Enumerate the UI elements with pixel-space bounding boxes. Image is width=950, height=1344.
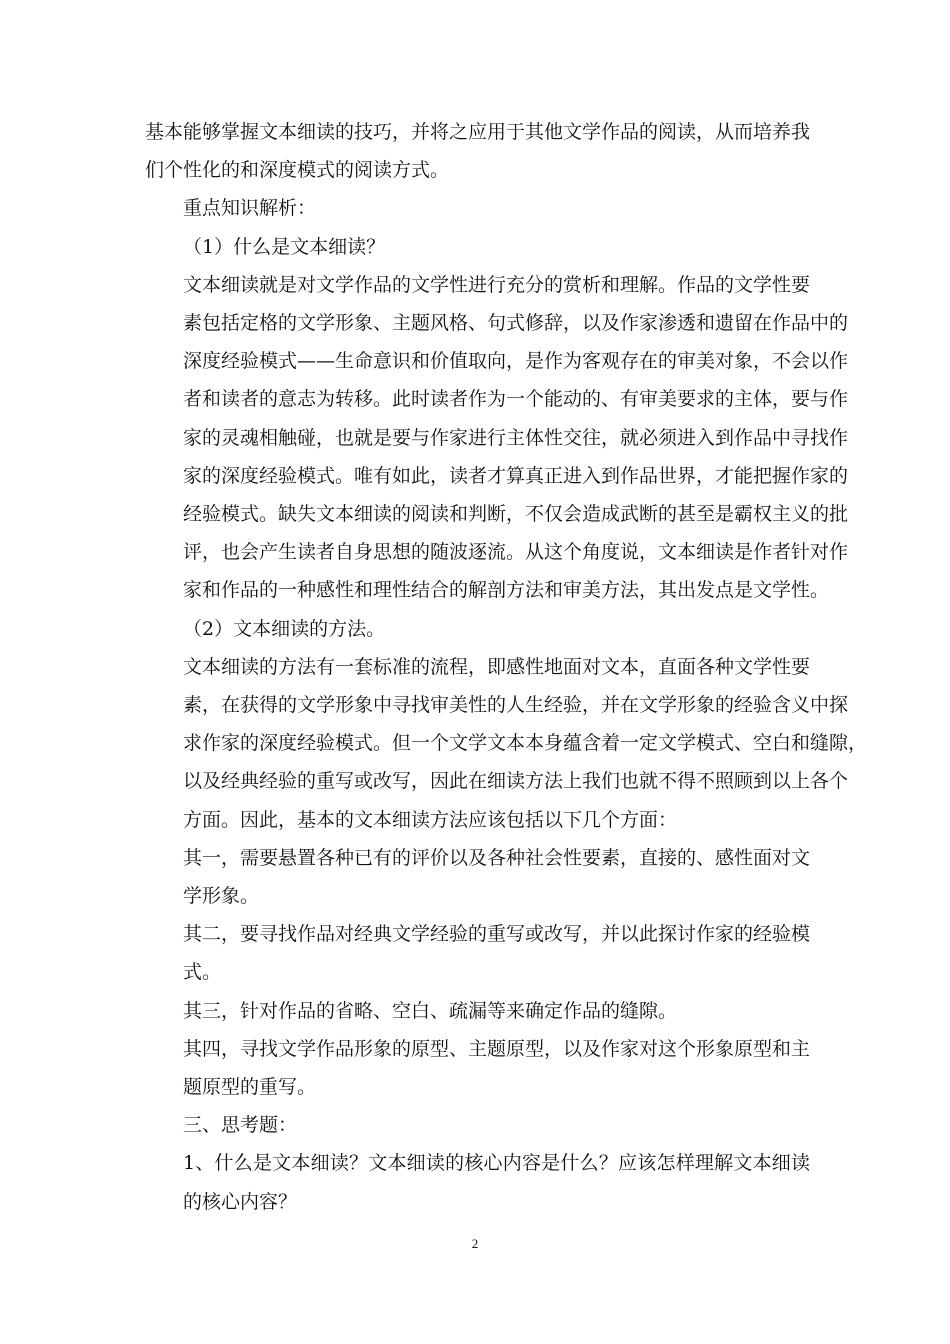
paragraph: [145, 228, 810, 266]
paragraph: [145, 839, 810, 915]
text-line: 深度经验模式——生命意识和价值取向，是作为客观存在的审美对象，不会以作: [183, 350, 849, 373]
text-line: 求作家的深度经验模式。但一个文学文本本身蕴含着一定文学模式、空白和缝隙，: [183, 732, 868, 755]
text-line: 家的灵魂相触碰，也就是要与作家进行主体性交往，就必须进入到作品中寻找作: [183, 426, 849, 449]
text-line: 文本细读的方法有一套标准的流程，即感性地面对文本，直面各种文学性要: [183, 655, 811, 678]
paragraph: [145, 992, 810, 1030]
paragraph: [145, 1030, 810, 1106]
text-line: 其二，要寻找作品对经典文学经验的重写或改写，并以此探讨作家的经验模: [183, 923, 811, 946]
text-line: 评，也会产生读者自身思想的随波逐流。从这个角度说，文本细读是作者针对作: [183, 541, 849, 564]
text-line: 以及经典经验的重写或改写，因此在细读方法上我们也就不得不照顾到以上各个: [183, 770, 849, 793]
text-line: 经验模式。缺失文本细读的阅读和判断，不仅会造成武断的甚至是霸权主义的批: [183, 503, 849, 526]
paragraph: [145, 1144, 810, 1220]
text-line: 素包括定格的文学形象、主题风格、句式修辞，以及作家渗透和遗留在作品中的: [183, 312, 849, 335]
paragraph: [145, 610, 810, 648]
text-line: 重点知识解析：: [183, 197, 317, 220]
paragraph: [145, 266, 849, 610]
document-body: [145, 113, 868, 1221]
text-line: （2）文本细读的方法。: [183, 617, 386, 640]
paragraph: [145, 915, 810, 991]
text-line: 文本细读就是对文学作品的文学性进行充分的赏析和理解。作品的文学性要: [183, 273, 811, 296]
text-line: 的核心内容？: [183, 1190, 298, 1213]
text-line: 三、思考题：: [183, 1114, 298, 1137]
text-line: 者和读者的意志为转移。此时读者作为一个能动的、有审美要求的主体，要与作: [183, 388, 849, 411]
text-line: 基本能够掌握文本细读的技巧，并将之应用于其他文学作品的阅读，从而培养我: [145, 121, 811, 143]
text-line: 们个性化的和深度模式的阅读方式。: [145, 159, 450, 182]
text-line: 1、什么是文本细读？文本细读的核心内容是什么？应该怎样理解文本细读: [183, 1152, 810, 1175]
text-line: 方面。因此，基本的文本细读方法应该包括以下几个方面：: [183, 808, 678, 831]
paragraph: [145, 189, 810, 227]
page-number: 2: [471, 1236, 479, 1251]
text-line: （1）什么是文本细读？: [183, 235, 386, 258]
text-line: 其一，需要悬置各种已有的评价以及各种社会性要素，直接的、感性面对文: [183, 846, 811, 869]
text-line: 式。: [183, 961, 222, 984]
text-line: 学形象。: [183, 885, 260, 908]
text-line: 素，在获得的文学形象中寻找审美性的人生经验，并在文学形象的经验含义中探: [183, 694, 849, 717]
text-line: 其三，针对作品的省略、空白、疏漏等来确定作品的缝隙。: [183, 999, 678, 1022]
paragraph: [145, 113, 810, 189]
text-line: 其四，寻找文学作品形象的原型、主题原型，以及作家对这个形象原型和主: [183, 1037, 811, 1060]
paragraph: [145, 1106, 810, 1144]
paragraph: [145, 648, 868, 839]
text-line: 家的深度经验模式。唯有如此，读者才算真正进入到作品世界，才能把握作家的: [183, 464, 849, 487]
text-line: 家和作品的一种感性和理性结合的解剖方法和审美方法，其出发点是文学性。: [183, 579, 830, 602]
text-line: 题原型的重写。: [183, 1076, 317, 1099]
